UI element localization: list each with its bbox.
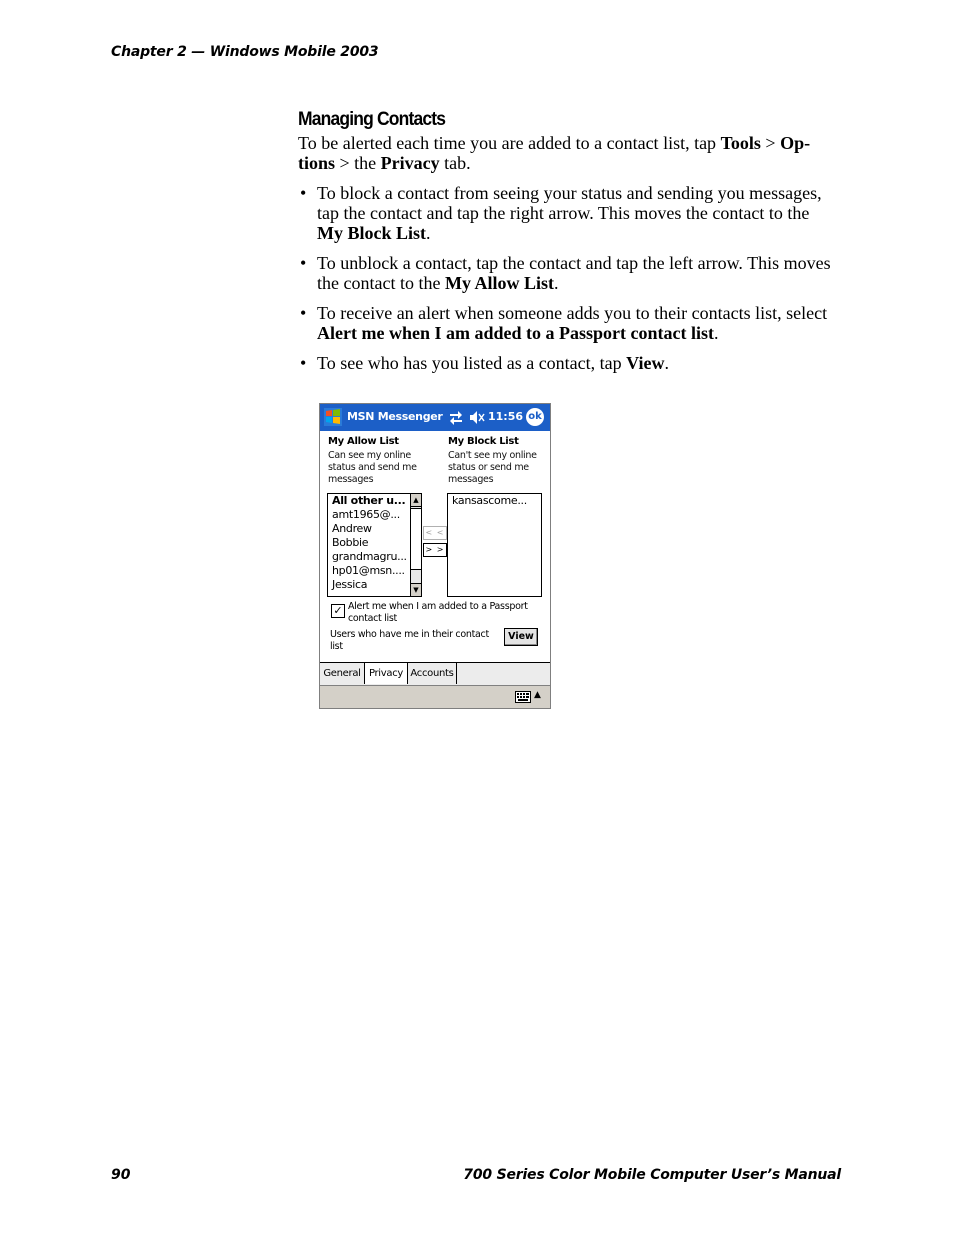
scroll-up-icon[interactable]: ▲ <box>411 494 421 507</box>
list-item[interactable]: amt1965@... <box>332 508 400 521</box>
running-header: Chapter 2 — Windows Mobile 2003 <box>111 44 379 60</box>
bullet-item: • To unblock a contact, tap the contact and tap the left arrow. This moves the contact to the My Allow List. <box>300 253 831 293</box>
move-right-button[interactable]: > > <box>423 543 447 557</box>
bullet-symbol: • <box>300 183 307 203</box>
users-label: Users who have me in their contact list <box>330 629 489 652</box>
list-item[interactable]: grandmagru... <box>332 550 407 563</box>
list-item[interactable]: Jessica <box>332 578 368 591</box>
list-item[interactable]: All other u... <box>332 494 406 507</box>
device-screenshot <box>319 403 551 709</box>
connectivity-icon[interactable] <box>449 409 463 425</box>
intro-paragraph: To be alerted each time you are added to a contact list, tap Tools > Op- tions > the Privacy tab. <box>298 133 811 173</box>
block-list-title: My Block List <box>448 436 519 447</box>
block-list-description: Can't see my online status or send me messages <box>448 450 537 485</box>
view-button[interactable]: View <box>504 628 538 646</box>
block-listbox[interactable] <box>447 493 542 597</box>
tab-general[interactable]: General <box>320 663 365 684</box>
start-menu-icon[interactable] <box>324 408 342 426</box>
keyboard-icon[interactable] <box>515 691 531 703</box>
list-item[interactable]: hp01@msn.... <box>332 564 405 577</box>
page-number: 90 <box>111 1167 131 1183</box>
allow-listbox[interactable] <box>327 493 422 597</box>
tab-privacy[interactable]: Privacy <box>365 663 408 684</box>
scrollbar[interactable] <box>410 494 421 596</box>
clock[interactable]: 11:56 <box>488 410 524 423</box>
alert-checkbox-label[interactable]: Alert me when I am added to a Passport contact list <box>348 601 528 624</box>
app-title: MSN Messenger <box>347 410 443 423</box>
section-title: Managing Contacts <box>298 109 446 130</box>
tab-bar <box>320 662 550 685</box>
bullet-item: • To block a contact from seeing your status and sending you messages, tap the contact and tap the right arrow. This moves the contact to the My Block List. <box>300 183 822 243</box>
bullet-item: • To see who has you listed as a contact, tap View. <box>300 353 669 373</box>
scroll-thumb[interactable] <box>411 508 421 570</box>
bullet-symbol: • <box>300 353 307 373</box>
title-bar <box>320 404 550 431</box>
scroll-down-icon[interactable]: ▼ <box>411 583 421 596</box>
list-item[interactable]: Bobbie <box>332 536 369 549</box>
bullet-item: • To receive an alert when someone adds you to their contacts list, select Alert me when I am added to a Passport contact list. <box>300 303 828 343</box>
volume-muted-icon[interactable] <box>469 410 485 425</box>
list-item[interactable]: kansascome... <box>452 494 527 507</box>
menu-bar <box>320 685 550 709</box>
manual-title: 700 Series Color Mobile Computer User’s Manual <box>463 1167 841 1183</box>
allow-list-description: Can see my online status and send me messages <box>328 450 417 485</box>
bullet-list <box>298 183 834 383</box>
ok-button[interactable]: ok <box>526 408 544 426</box>
alert-checkbox[interactable]: ✓ <box>331 604 345 618</box>
allow-list-title: My Allow List <box>328 436 399 447</box>
bullet-symbol: • <box>300 253 307 273</box>
bullet-symbol: • <box>300 303 307 323</box>
tab-accounts[interactable]: Accounts <box>408 663 457 684</box>
list-item[interactable]: Andrew <box>332 522 372 535</box>
move-left-button[interactable]: < < <box>423 526 447 540</box>
input-menu-caret-icon[interactable]: ▲ <box>534 690 541 700</box>
